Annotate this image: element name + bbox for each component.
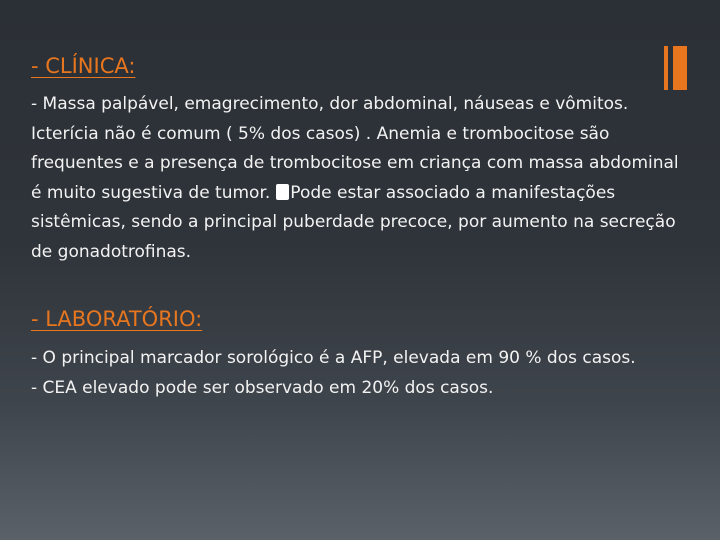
missing-character-glyph — [276, 184, 289, 200]
accent-bar-thin — [664, 46, 668, 90]
clinica-paragraph — [31, 90, 685, 267]
clinica-heading: - CLÍNICA: — [31, 54, 136, 78]
clinica-body — [31, 90, 685, 267]
clinica-text-part1: - Massa palpável, emagrecimento, dor abdominal, náuseas e vômitos. Icterícia não é comum ( 5% dos casos) . Anemia e trombocitose são frequentes e a presença de trombocitose em criança com massa abdominal é muito sugestiva de tumor. — [31, 94, 679, 203]
laboratorio-heading: - LABORATÓRIO: — [31, 307, 203, 331]
clinica-text-part2: Pode estar associado a manifestações sistêmicas, sendo a principal puberdade precoce, por aumento na secreção de gonadotrofinas. — [31, 182, 676, 262]
accent-bar-thick — [673, 46, 687, 90]
laboratorio-body — [31, 344, 685, 403]
laboratorio-line-cea: - CEA elevado pode ser observado em 20% dos casos. — [31, 377, 494, 398]
laboratorio-line-afp: - O principal marcador sorológico é a AFP, elevada em 90 % dos casos. — [31, 348, 636, 368]
